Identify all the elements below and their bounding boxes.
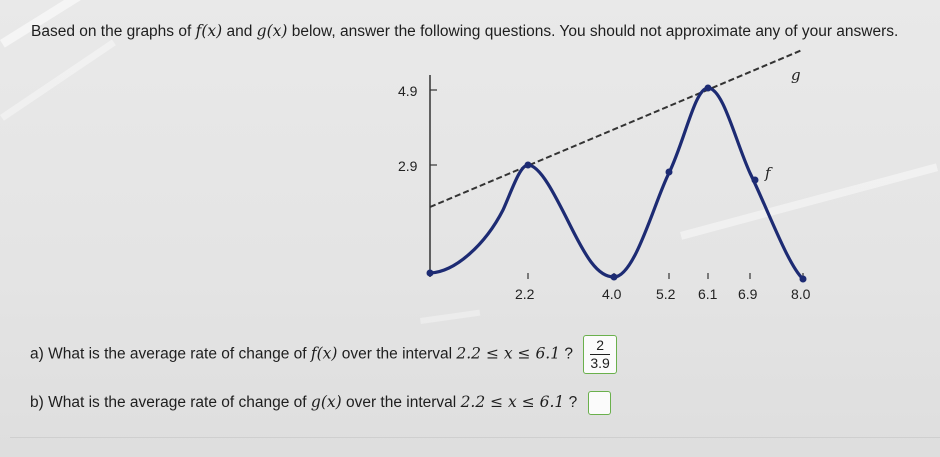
glare-streak [0, 40, 116, 121]
instructions-text: Based on the graphs of f(x) and g(x) below, answer the following questions. You should not approximate any of your answers. [31, 22, 899, 40]
x-tick-label: 6.1 [698, 286, 718, 302]
answer-a-input[interactable] [583, 335, 616, 374]
answer-a-numerator: 2 [590, 338, 609, 355]
graph-point [666, 169, 673, 176]
glare-streak [420, 310, 480, 324]
function-graph [390, 40, 840, 310]
answer-a-denominator: 3.9 [590, 355, 610, 371]
answer-b-input[interactable] [588, 391, 611, 415]
question-b: b) What is the average rate of change of g(x) over the interval 2.2 ≤ x ≤ 6.1 ? [30, 391, 611, 415]
y-tick-label: 2.9 [398, 158, 418, 174]
divider [10, 437, 940, 438]
interval-b: 2.2 ≤ x ≤ 6.1 [460, 393, 565, 412]
graph-point [752, 177, 759, 184]
f-curve [430, 88, 803, 279]
question-a: a) What is the average rate of change of f(x) over the interval 2.2 ≤ x ≤ 6.1 ? $\frac{2}{3.9}$ [30, 335, 617, 374]
x-tick-label: 6.9 [738, 286, 758, 302]
interval-a: 2.2 ≤ x ≤ 6.1 [456, 344, 561, 363]
graph-point [705, 85, 712, 92]
x-tick-label: 8.0 [791, 286, 811, 302]
x-tick-label: 5.2 [656, 286, 676, 302]
graph-point [611, 274, 618, 281]
g-line [430, 50, 802, 207]
x-tick-label: 4.0 [602, 286, 622, 302]
graph-point [525, 162, 532, 169]
f-label: f [765, 164, 771, 182]
f-symbol: f(x) [195, 22, 223, 40]
graph-point [427, 270, 434, 277]
graph-point [800, 276, 807, 283]
g-label: g [791, 66, 801, 84]
x-tick-label: 2.2 [515, 286, 535, 302]
y-tick-label: 4.9 [398, 83, 418, 99]
g-symbol: g(x) [256, 22, 288, 40]
